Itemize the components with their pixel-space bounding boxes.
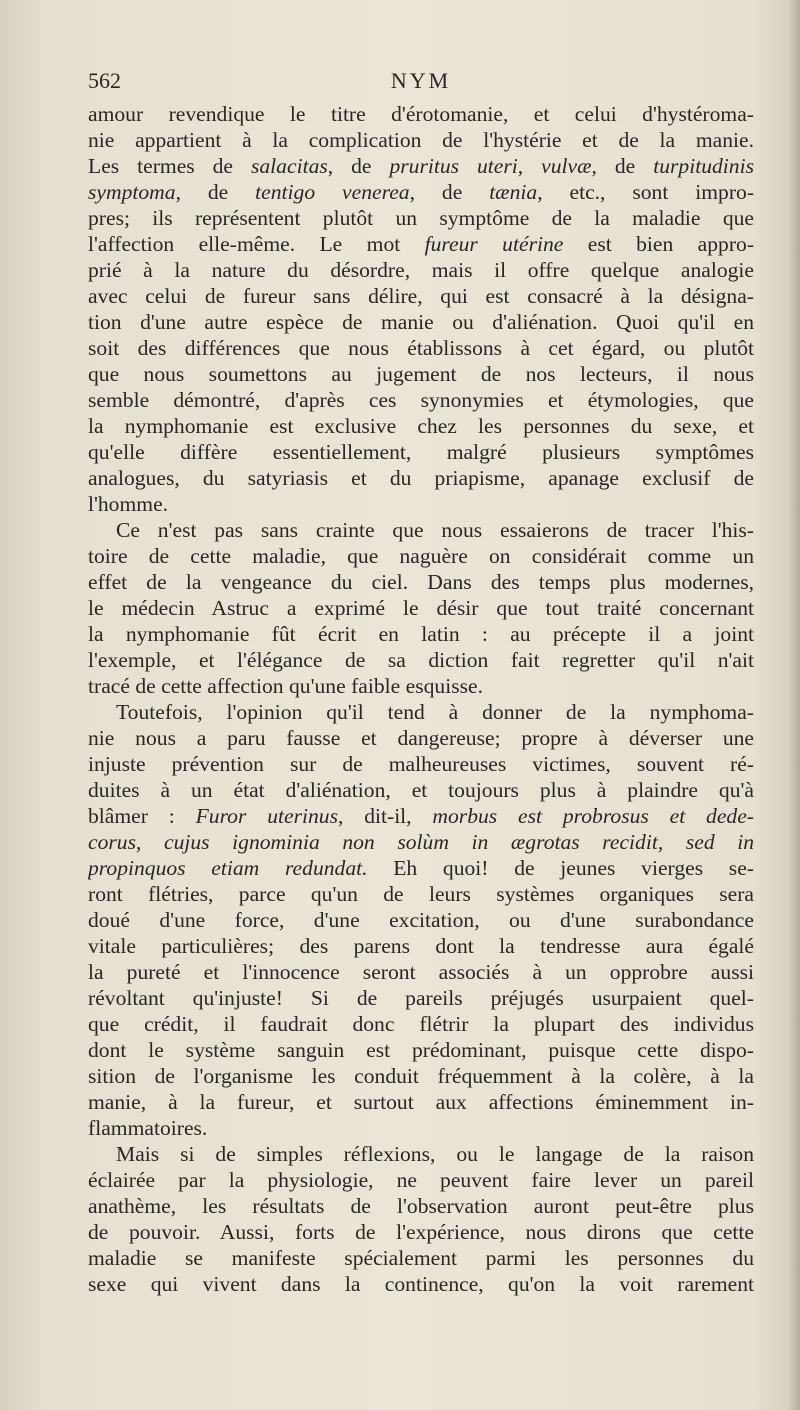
text-line [88,1141,754,1167]
text-line [88,1193,754,1219]
text-line [88,803,754,829]
text-segment: semble démontré, d'après ces synonymies et étymologies, que [88,388,754,412]
text-line [88,933,754,959]
text-segment: le médecin Astruc a exprimé le désir que tout traité concernant [88,596,754,620]
italic-text: pruritus uteri [389,154,518,178]
text-segment: blâmer : [88,804,196,828]
text-segment: Eh quoi! de jeunes vierges se- [367,856,754,880]
text-segment: nie nous a paru fausse et dangereuse; propre à déverser une [88,726,754,750]
text-line [88,673,754,699]
text-segment: éclairée par la physiologie, ne peuvent faire lever un pareil [88,1168,754,1192]
text-segment: injuste prévention sur de malheureuses victimes, souvent ré- [88,752,754,776]
text-line [88,101,754,127]
text-segment: Toutefois, l'opinion qu'il tend à donner de la nymphoma- [116,700,754,724]
text-line [88,257,754,283]
text-line [88,777,754,803]
text-segment: tion d'une autre espèce de manie ou d'aliénation. Quoi qu'il en [88,310,754,334]
text-line [88,855,754,881]
text-segment: Ce n'est pas sans crainte que nous essaierons de tracer l'his- [116,518,754,542]
text-line [88,1063,754,1089]
text-segment: anathème, les résultats de l'observation auront peut-être plus [88,1194,754,1218]
text-segment: flammatoires. [88,1116,208,1140]
text-segment: sexe qui vivent dans la continence, qu'on la voit rarement [88,1272,754,1296]
text-segment: amour revendique le titre d'érotomanie, et celui d'hystéroma- [88,102,754,126]
text-segment: l'affection elle-même. Le mot [88,232,425,256]
text-segment: qu'elle diffère essentiellement, malgré plusieurs symptômes [88,440,754,464]
text-segment: vitale particulières; des parens dont la tendresse aura égalé [88,934,754,958]
text-line [88,621,754,647]
text-line [88,543,754,569]
text-line [88,595,754,621]
text-segment: toire de cette maladie, que naguère on considérait comme un [88,544,754,568]
italic-text: corus [88,830,136,854]
italic-text: tentigo venerea [255,180,410,204]
text-line [88,699,754,725]
text-segment: la pureté et l'innocence seront associés à un opprobre aussi [88,960,754,984]
text-segment: analogues, du satyriasis et du priapisme, apanage exclusif de [88,466,754,490]
text-segment: la nymphomanie est exclusive chez les personnes du sexe, et [88,414,754,438]
text-segment: que nous soumettons au jugement de nos lecteurs, il nous [88,362,754,386]
text-line [88,569,754,595]
text-segment: sition de l'organisme les conduit fréquemment à la colère, à la [88,1064,754,1088]
text-segment: tracé de cette affection qu'une faible esquisse. [88,674,483,698]
text-line [88,491,754,517]
text-segment: manie, à la fureur, et surtout aux affections éminemment in- [88,1090,754,1114]
text-line [88,725,754,751]
text-line [88,829,754,855]
text-segment: la nymphomanie fût écrit en latin : au précepte il a joint [88,622,754,646]
text-segment: est bien appro- [563,232,754,256]
text-segment: doué d'une force, d'une excitation, ou d'une surabondance [88,908,754,932]
italic-text: cujus ignominia non solùm in ægrotas recidit, sed in [164,830,754,854]
text-segment: maladie se manifeste spécialement parmi les personnes du [88,1246,754,1270]
text-line [88,153,754,179]
page-number: 562 [88,68,121,93]
text-segment: , dit-il, [337,804,433,828]
italic-text: morbus est probrosus et dede- [432,804,754,828]
text-segment: effet de la vengeance du ciel. Dans des temps plus modernes, [88,570,754,594]
text-line [88,647,754,673]
page-header [88,68,754,98]
text-segment: , de [327,154,390,178]
text-line [88,985,754,1011]
body-text [88,101,754,1297]
italic-text: vulvæ [541,154,592,178]
text-segment: nie appartient à la complication de l'hystérie et de la manie. [88,128,754,152]
text-line [88,517,754,543]
text-segment: , etc., sont impro- [537,180,754,204]
text-segment: l'homme. [88,492,169,516]
italic-text: salacitas [250,154,328,178]
text-line [88,1115,754,1141]
text-line [88,439,754,465]
text-line [88,881,754,907]
italic-text: turpitudinis [653,154,754,178]
text-segment: , [517,154,542,178]
text-segment: prié à la nature du désordre, mais il offre quelque analogie [88,258,754,282]
text-segment: , de [591,154,654,178]
text-segment: ront flétries, parce qu'un de leurs systèmes organiques sera [88,882,754,906]
text-line [88,387,754,413]
text-line [88,751,754,777]
text-segment: pres; ils représentent plutôt un symptôme de la maladie que [88,206,754,230]
text-line [88,1271,754,1297]
text-line [88,1245,754,1271]
text-segment: que crédit, il faudrait donc flétrir la plupart des individus [88,1012,754,1036]
text-segment: avec celui de fureur sans délire, qui est consacré à la désigna- [88,284,754,308]
text-line [88,127,754,153]
text-line [88,1011,754,1037]
text-segment: Mais si de simples réflexions, ou le langage de la raison [116,1142,754,1166]
text-segment: dont le système sanguin est prédominant, puisque cette dispo- [88,1038,754,1062]
text-segment: , de [409,180,490,204]
text-line [88,283,754,309]
text-line [88,413,754,439]
italic-text: symptoma [88,180,176,204]
text-line [88,1167,754,1193]
text-segment: de pouvoir. Aussi, forts de l'expérience, nous dirons que cette [88,1220,754,1244]
text-segment: duites à un état d'aliénation, et toujours plus à plaindre qu'à [88,778,754,802]
page-edge-shadow [788,0,800,1410]
text-segment: , [136,830,164,854]
running-head: NYM [390,68,452,93]
text-line [88,361,754,387]
italic-text: propinquos etiam redundat. [88,856,368,880]
text-line [88,1037,754,1063]
text-segment: , de [175,180,256,204]
italic-text: Furor uterinus [195,804,338,828]
text-segment: soit des différences que nous établissons à cet égard, ou plutôt [88,336,754,360]
text-line [88,179,754,205]
text-line [88,335,754,361]
text-segment: révoltant qu'injuste! Si de pareils préjugés usurpaient quel- [88,986,754,1010]
text-line [88,309,754,335]
text-line [88,959,754,985]
text-line [88,465,754,491]
text-segment: Les termes de [88,154,251,178]
text-line [88,1089,754,1115]
italic-text: tænia [489,180,538,204]
text-line [88,907,754,933]
text-line [88,231,754,257]
text-segment: l'exemple, et l'élégance de sa diction fait regretter qu'il n'ait [88,648,754,672]
italic-text: fureur utérine [424,232,564,256]
text-line [88,205,754,231]
text-line [88,1219,754,1245]
